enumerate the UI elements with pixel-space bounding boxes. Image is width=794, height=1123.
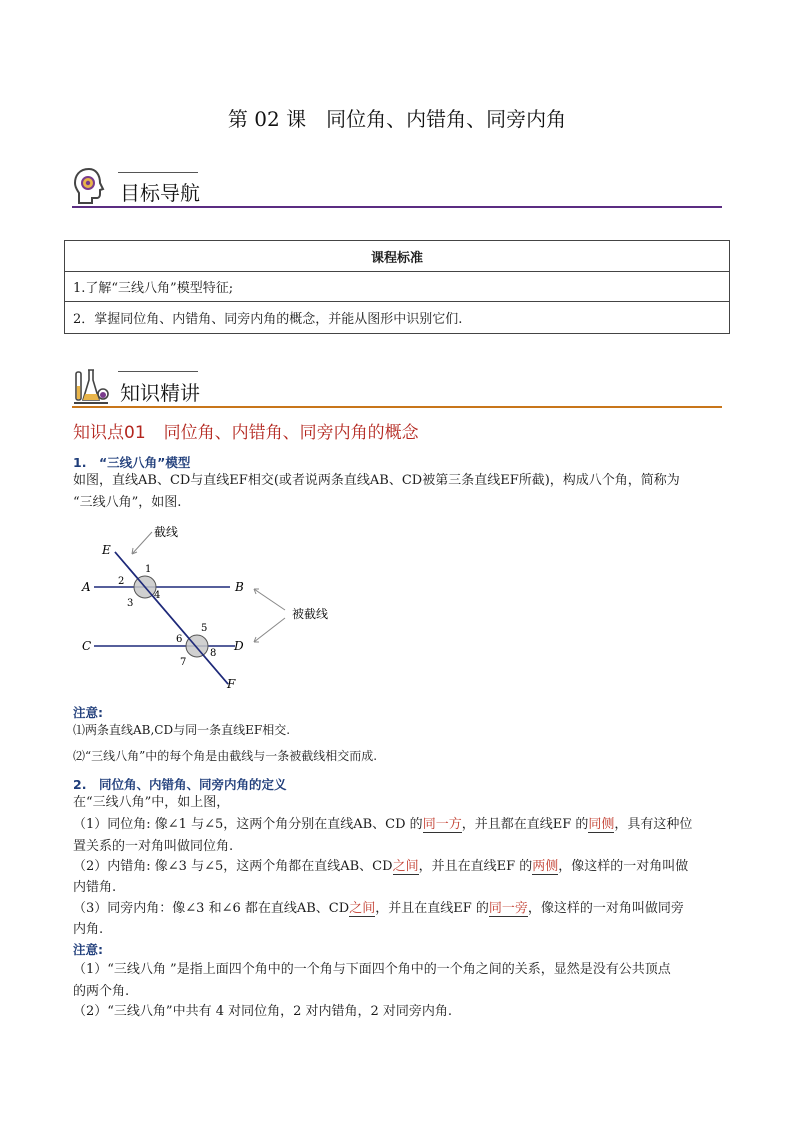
head-gear-icon [72,166,106,210]
definition-text: ，并且在直线EF 的 [418,859,533,874]
definition-text: ，具有这种位 [614,817,693,832]
point-label-b: B [235,580,244,594]
cut-lines-label: 被截线 [292,607,329,621]
definition-alternate-interior-angles [73,856,688,878]
note-item: （1）“三线八角 ”是指上面四个角中的一个角与下面四个角中的一个角之间的关系，显然是没有公共顶点 [73,962,671,977]
definition-text: （3）同旁内角：像∠3 和∠6 都在直线AB、CD [73,901,350,916]
cut-line-pointer [254,618,285,642]
part1-heading: 1. “三线八角”模型 [73,455,191,470]
standards-table [64,240,730,334]
part1-paragraph-line: 如图，直线AB、CD与直线EF相交(或者说两条直线AB、CD被第三条直线EF所截)，构成八个角，简称为 [73,473,680,488]
highlight-term: 同一旁 [488,901,528,916]
line-ef-overlay [115,552,228,684]
definition-text: ，并且都在直线EF 的 [461,817,589,832]
angle-label: 5 [201,623,208,634]
note-item-continuation: 的两个角. [73,984,130,999]
point-label-f: F [227,677,236,691]
angle-label: 6 [176,634,183,645]
definition-text: ，像这样的一对角叫做 [558,859,689,874]
three-lines-eight-angles-figure [70,522,360,694]
standards-header: 课程标准 [65,241,730,272]
section-divider [72,406,722,408]
definition-same-side-interior-angles [73,898,684,920]
point-label-c: C [82,639,92,653]
point-label-e: E [102,543,111,557]
cut-line-pointer [254,589,285,610]
angle-label: 4 [154,590,161,601]
definition-corresponding-angles [73,814,692,836]
definition-text: （1）同位角: 像∠1 与∠5，这两个角分别在直线AB、CD 的 [73,817,423,832]
section-heading-goals: 目标导航 [120,181,200,205]
definition-text: ，并且在直线EF 的 [375,901,489,916]
definition-continuation: 置关系的一对角叫做同位角. [73,839,234,854]
angle-label: 3 [127,598,134,609]
point-label-a: A [82,580,91,594]
standards-item: 1.了解“三线八角”模型特征; [65,272,730,302]
page-title: 第 02 课 同位角、内错角、同旁内角 [227,107,567,131]
highlight-term: 同一方 [422,817,462,832]
part2-intro: 在“三线八角”中，如上图， [73,795,230,810]
knowledge-point-label: 知识点01 [73,423,146,443]
definition-continuation: 内角. [73,922,104,937]
note-heading: 注意: [73,942,103,957]
section-accent-line [118,172,198,173]
standards-item: 2．掌握同位角、内错角、同旁内角的概念，并能从图形中识别它们. [65,302,730,334]
section-accent-line [118,371,198,372]
angle-label: 1 [145,564,152,575]
note-item: （2）“三线八角”中共有 4 对同位角，2 对内错角，2 对同旁内角. [73,1004,453,1019]
knowledge-point-name: 同位角、内错角、同旁内角的概念 [163,423,419,443]
definition-continuation: 内错角. [73,880,117,895]
transversal-label: 截线 [154,525,179,539]
note-item: ⑵“三线八角”中的每个角是由截线与一条被截线相交而成. [73,749,378,763]
part2-heading: 2. 同位角、内错角、同旁内角的定义 [73,777,287,792]
part1-paragraph-line: “三线八角”，如图. [73,495,182,510]
transversal-pointer [132,532,152,554]
definition-text: （2）内错角: 像∠3 与∠5，这两个角都在直线AB、CD [73,859,393,874]
knowledge-point-title [73,418,437,443]
note-item: ⑴两条直线AB,CD与同一条直线EF相交. [73,723,291,737]
highlight-term: 同侧 [588,817,615,832]
angle-label: 8 [210,648,217,659]
angle-label: 2 [118,576,125,587]
section-divider [72,206,722,208]
angle-label: 7 [180,657,187,668]
highlight-term: 之间 [392,859,419,874]
definition-text: ，像这样的一对角叫做同旁 [527,901,684,916]
highlight-term: 之间 [349,901,376,916]
highlight-term: 两侧 [532,859,559,874]
note-heading: 注意: [73,705,103,720]
lab-flask-icon [72,366,110,410]
section-heading-knowledge: 知识精讲 [120,381,200,405]
point-label-d: D [234,639,244,653]
